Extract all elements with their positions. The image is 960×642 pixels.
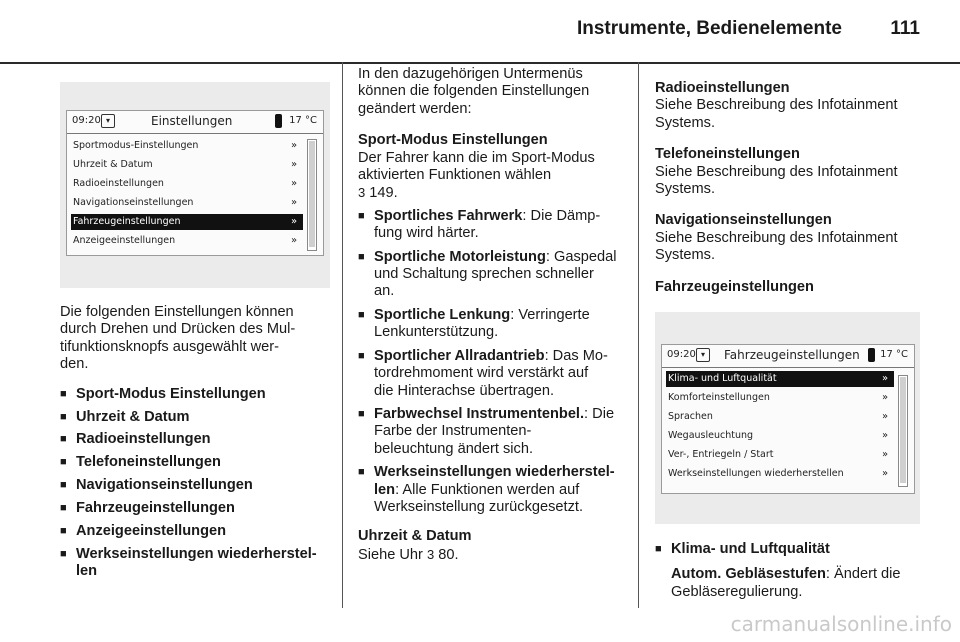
option-text: Gebläseregulierung. bbox=[671, 583, 803, 600]
clock-description bbox=[358, 546, 633, 564]
menu-row[interactable] bbox=[71, 176, 303, 192]
list-item bbox=[358, 307, 633, 342]
intro-line: Die folgenden Einstellungen können bbox=[60, 304, 294, 320]
display-screen bbox=[661, 344, 915, 494]
page-ref-arrow-icon: 3 bbox=[426, 546, 435, 562]
menu-row[interactable] bbox=[71, 233, 303, 249]
list-item-line: Werkseinstellungen wiederherstel- bbox=[76, 545, 317, 562]
option-text: : Gaspedal bbox=[545, 248, 617, 265]
intro-line: In den dazugehörigen Untermenüs bbox=[358, 66, 583, 82]
option-text: fung wird härter. bbox=[374, 225, 479, 242]
list-item bbox=[358, 406, 633, 458]
vehicle-heading: Fahrzeugeinstellungen bbox=[655, 278, 814, 295]
nav-heading: Navigationseinstellungen bbox=[655, 212, 832, 229]
chevron-right-icon: » bbox=[882, 392, 889, 403]
figure-settings-screen bbox=[60, 82, 330, 288]
list-item bbox=[358, 208, 633, 243]
list-item: ■ Navigationseinstellungen bbox=[60, 477, 335, 494]
thermometer-icon bbox=[275, 114, 282, 128]
option-text: : Die bbox=[584, 405, 615, 422]
option-name: Sportlicher Allradantrieb bbox=[374, 347, 545, 364]
menu-row-label: Ver-, Entriegeln / Start bbox=[668, 449, 774, 460]
settings-list bbox=[60, 386, 335, 581]
menu-row-label: Werkseinstellungen wiederherstellen bbox=[668, 468, 844, 479]
chevron-right-icon: » bbox=[882, 411, 889, 422]
screen-time: 09:20 bbox=[667, 349, 696, 360]
page-ref-link[interactable]: 80. bbox=[438, 546, 459, 563]
nav-description bbox=[655, 230, 945, 265]
intro-paragraph bbox=[60, 304, 335, 374]
figure-vehicle-settings-screen bbox=[655, 312, 920, 524]
submenu-intro bbox=[358, 66, 633, 118]
chevron-right-icon: » bbox=[882, 373, 889, 384]
list-item bbox=[655, 541, 945, 601]
radio-description bbox=[655, 97, 945, 132]
menu-row-label: Komforteinstellungen bbox=[668, 392, 770, 403]
list-item bbox=[358, 348, 633, 400]
option-text: Werkseinstellung zurückgesetzt. bbox=[374, 498, 584, 515]
page-header bbox=[0, 0, 960, 64]
screen-status-bar bbox=[662, 345, 914, 368]
screen-title: Fahrzeugeinstellungen bbox=[724, 348, 860, 362]
chevron-right-icon: » bbox=[291, 140, 298, 151]
scroll-thumb bbox=[900, 377, 906, 483]
sport-heading: Sport-Modus Einstellungen bbox=[358, 132, 548, 149]
chevron-right-icon: » bbox=[882, 430, 889, 441]
section-title: Instrumente, Bedienelemente bbox=[576, 18, 842, 39]
option-text: : Verringerte bbox=[510, 306, 590, 323]
menu-row[interactable] bbox=[666, 390, 894, 406]
column-1 bbox=[60, 304, 335, 586]
column-2 bbox=[358, 66, 633, 578]
option-text: beleuchtung ändert sich. bbox=[374, 440, 534, 457]
menu-row-label: Sprachen bbox=[668, 411, 713, 422]
option-text: Farbe der Instrumenten- bbox=[374, 423, 532, 440]
screen-scrollbar bbox=[307, 139, 317, 251]
page-number: 111 bbox=[890, 18, 920, 39]
menu-row-label: Navigationseinstellungen bbox=[73, 197, 194, 208]
option-text: und Schaltung sprechen schneller bbox=[374, 266, 594, 283]
chevron-right-icon: » bbox=[291, 197, 298, 208]
column-3-lower bbox=[655, 541, 945, 607]
list-item bbox=[358, 464, 633, 516]
menu-row-label: Uhrzeit & Datum bbox=[73, 159, 153, 170]
list-item: ■ Anzeigeeinstellungen bbox=[60, 523, 335, 540]
vehicle-options-list bbox=[655, 541, 945, 601]
menu-row[interactable] bbox=[666, 409, 894, 425]
list-item: ■ Uhrzeit & Datum bbox=[60, 409, 335, 426]
menu-row[interactable] bbox=[71, 138, 303, 154]
option-name: Klima- und Luftqualität bbox=[671, 541, 830, 557]
chevron-right-icon: » bbox=[882, 468, 889, 479]
column-3 bbox=[655, 80, 945, 296]
screen-scrollbar bbox=[898, 375, 908, 487]
display-screen bbox=[66, 110, 324, 256]
sport-mode-icon: ▾ bbox=[101, 114, 115, 128]
sub-option bbox=[671, 566, 945, 601]
option-name: Sportliche Motorleistung bbox=[374, 248, 546, 265]
menu-row-label: Radioeinstellungen bbox=[73, 178, 164, 189]
screen-status-bar bbox=[67, 111, 323, 134]
column-divider bbox=[342, 62, 343, 608]
option-name: Werkseinstellungen wiederherstel- bbox=[374, 464, 615, 481]
page-ref-link[interactable]: 149. bbox=[369, 185, 398, 202]
text-line: Siehe Beschreibung des Infotainment bbox=[655, 229, 898, 246]
menu-row[interactable] bbox=[666, 428, 894, 444]
menu-row[interactable] bbox=[666, 466, 894, 482]
scroll-thumb bbox=[309, 141, 315, 247]
phone-heading: Telefoneinstellungen bbox=[655, 146, 800, 163]
menu-row-label: Fahrzeugeinstellungen bbox=[73, 216, 181, 227]
option-text: tordrehmoment wird verstärkt auf bbox=[374, 365, 589, 382]
screen-temperature: 17 °C bbox=[289, 115, 317, 126]
intro-line: tifunktionsknopfs ausgewählt wer- bbox=[60, 338, 280, 355]
sport-mode-icon: ▾ bbox=[696, 348, 710, 362]
radio-heading: Radioeinstellungen bbox=[655, 80, 790, 96]
option-text: : Das Mo- bbox=[544, 347, 608, 364]
intro-line: geändert werden: bbox=[358, 100, 472, 117]
text-line: Der Fahrer kann die im Sport-Modus bbox=[358, 149, 595, 166]
list-item: ■ Sport-Modus Einstellungen bbox=[60, 386, 335, 403]
text-line: Systems. bbox=[655, 114, 716, 131]
intro-line: können die folgenden Einstellungen bbox=[358, 83, 590, 100]
option-text: : Alle Funktionen werden auf bbox=[395, 481, 580, 498]
page-ref-arrow-icon: 3 bbox=[358, 185, 366, 201]
list-item bbox=[60, 546, 335, 581]
sport-description bbox=[358, 150, 633, 203]
option-name: len bbox=[374, 481, 396, 498]
menu-row[interactable] bbox=[666, 447, 894, 463]
phone-description bbox=[655, 164, 945, 199]
chevron-right-icon: » bbox=[291, 159, 298, 170]
option-text: : Die Dämp- bbox=[522, 207, 601, 224]
option-text: : Ändert die bbox=[825, 566, 901, 583]
menu-row[interactable] bbox=[666, 371, 894, 387]
option-name: Autom. Gebläsestufen bbox=[671, 566, 826, 583]
menu-row-label: Klima- und Luftqualität bbox=[668, 373, 777, 384]
intro-line: durch Drehen und Drücken des Mul- bbox=[60, 321, 296, 338]
column-divider bbox=[638, 62, 639, 608]
list-item bbox=[358, 249, 633, 301]
menu-row-label: Wegausleuchtung bbox=[668, 430, 754, 441]
chevron-right-icon: » bbox=[291, 178, 298, 189]
chevron-right-icon: » bbox=[291, 216, 298, 227]
intro-line: den. bbox=[60, 356, 89, 373]
text-line: Siehe Uhr bbox=[358, 546, 423, 563]
menu-row-label: Anzeigeeinstellungen bbox=[73, 235, 176, 246]
option-text: Lenkunterstützung. bbox=[374, 324, 499, 341]
option-text: die Hinterachse übertragen. bbox=[374, 382, 555, 399]
menu-row[interactable] bbox=[71, 157, 303, 173]
clock-heading: Uhrzeit & Datum bbox=[358, 528, 472, 545]
option-text: an. bbox=[374, 283, 395, 300]
list-item: ■ Telefoneinstellungen bbox=[60, 454, 335, 471]
menu-row-label: Sportmodus-Einstellungen bbox=[73, 140, 199, 151]
option-name: Sportliche Lenkung bbox=[374, 306, 511, 323]
list-item: ■ Radioeinstellungen bbox=[60, 431, 335, 448]
list-item-line: len bbox=[76, 563, 98, 580]
text-line: aktivierten Funktionen wählen bbox=[358, 167, 552, 184]
sport-options-list bbox=[358, 208, 633, 517]
text-line: Siehe Beschreibung des Infotainment bbox=[655, 163, 898, 180]
list-item: ■ Fahrzeugeinstellungen bbox=[60, 500, 335, 517]
watermark: carmanualsonline.info bbox=[730, 612, 952, 636]
text-line: Systems. bbox=[655, 181, 716, 198]
option-name: Farbwechsel Instrumentenbel. bbox=[374, 405, 585, 422]
menu-row[interactable] bbox=[71, 195, 303, 211]
screen-time: 09:20 bbox=[72, 115, 101, 126]
screen-title: Einstellungen bbox=[151, 114, 233, 128]
option-name: Sportliches Fahrwerk bbox=[374, 207, 523, 224]
text-line: Systems. bbox=[655, 247, 716, 264]
chevron-right-icon: » bbox=[291, 235, 298, 246]
menu-row[interactable] bbox=[71, 214, 303, 230]
thermometer-icon bbox=[868, 348, 875, 362]
screen-temperature: 17 °C bbox=[880, 349, 908, 360]
text-line: Siehe Beschreibung des Infotainment bbox=[655, 97, 898, 114]
chevron-right-icon: » bbox=[882, 449, 889, 460]
